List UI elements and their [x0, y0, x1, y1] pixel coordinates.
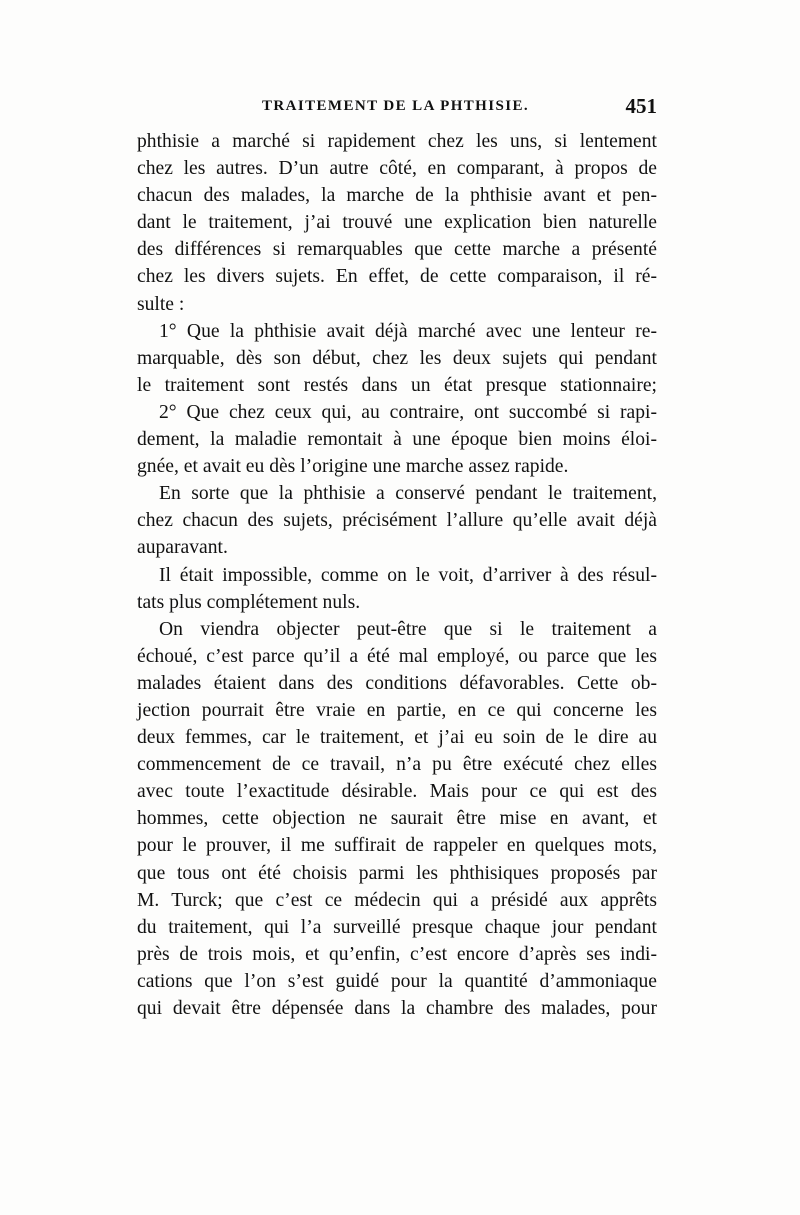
text-line: que tous ont été choisis parmi les phthisiques proposés par	[137, 862, 657, 884]
body-text	[137, 128, 657, 1022]
text-line: cations que l’on s’est guidé pour la quantité d’ammoniaque	[137, 970, 657, 992]
text-line: pour le prouver, il me suffirait de rappeler en quelques mots,	[137, 835, 657, 857]
text-line: phthisie a marché si rapidement chez les uns, si lentement	[137, 131, 657, 152]
text-line: 1° Que la phthisie avait déjà marché avec une lenteur re-	[159, 320, 657, 342]
text-line: du traitement, qui l’a surveillé presque chaque jour pendant	[137, 916, 657, 938]
text-line: des différences si remarquables que cette marche a présenté	[137, 239, 657, 261]
text-line: dement, la maladie remontait à une époque bien moins éloi-	[137, 429, 657, 451]
page-number: 451	[625, 94, 657, 118]
text-line: hommes, cette objection ne saurait être mise en avant, et	[137, 808, 657, 830]
text-line: malades étaient dans des conditions défavorables. Cette ob-	[137, 672, 657, 694]
text-line: commencement de ce travail, n’a pu être exécuté chez elles	[137, 754, 657, 776]
text-line: dant le traitement, j’ai trouvé une explication bien naturelle	[137, 212, 657, 234]
text-line: deux femmes, car le traitement, et j’ai eu soin de le dire au	[137, 727, 657, 749]
text-line: chacun des malades, la marche de la phthisie avant et pen-	[137, 185, 657, 207]
text-line: qui devait être dépensée dans la chambre des malades, pour	[137, 998, 657, 1019]
page-header	[137, 96, 657, 122]
text-line: chez les divers sujets. En effet, de cette comparaison, il ré-	[137, 266, 657, 288]
text-line: marquable, dès son début, chez les deux sujets qui pendant	[137, 347, 657, 369]
text-line: près de trois mois, et qu’enfin, c’est encore d’après ses indi-	[137, 943, 657, 965]
text-line: chez chacun des sujets, précisément l’allure qu’elle avait déjà	[137, 510, 657, 532]
text-line: le traitement sont restés dans un état presque stationnaire;	[137, 374, 657, 396]
text-line: On viendra objecter peut-être que si le traitement a	[159, 618, 657, 640]
text-line: gnée, et avait eu dès l’origine une marche assez rapide.	[137, 456, 569, 478]
text-line: auparavant.	[137, 537, 228, 559]
text-line: jection pourrait être vraie en partie, en ce qui concerne les	[137, 699, 657, 721]
running-head: TRAITEMENT DE LA PHTHISIE.	[262, 98, 530, 114]
text-line: En sorte que la phthisie a conservé pendant le traitement,	[159, 483, 657, 505]
text-line: chez les autres. D’un autre côté, en comparant, à propos de	[137, 158, 657, 180]
text-line: avec toute l’exactitude désirable. Mais pour ce qui est des	[137, 781, 657, 803]
text-line: 2° Que chez ceux qui, au contraire, ont succombé si rapi-	[159, 401, 657, 423]
text-line: M. Turck; que c’est ce médecin qui a présidé aux apprêts	[137, 889, 657, 911]
text-line: échoué, c’est parce qu’il a été mal employé, ou parce que les	[137, 645, 657, 667]
text-line: Il était impossible, comme on le voit, d’arriver à des résul-	[159, 564, 657, 586]
text-line: sulte :	[137, 293, 185, 315]
text-line: tats plus complétement nuls.	[137, 591, 361, 613]
